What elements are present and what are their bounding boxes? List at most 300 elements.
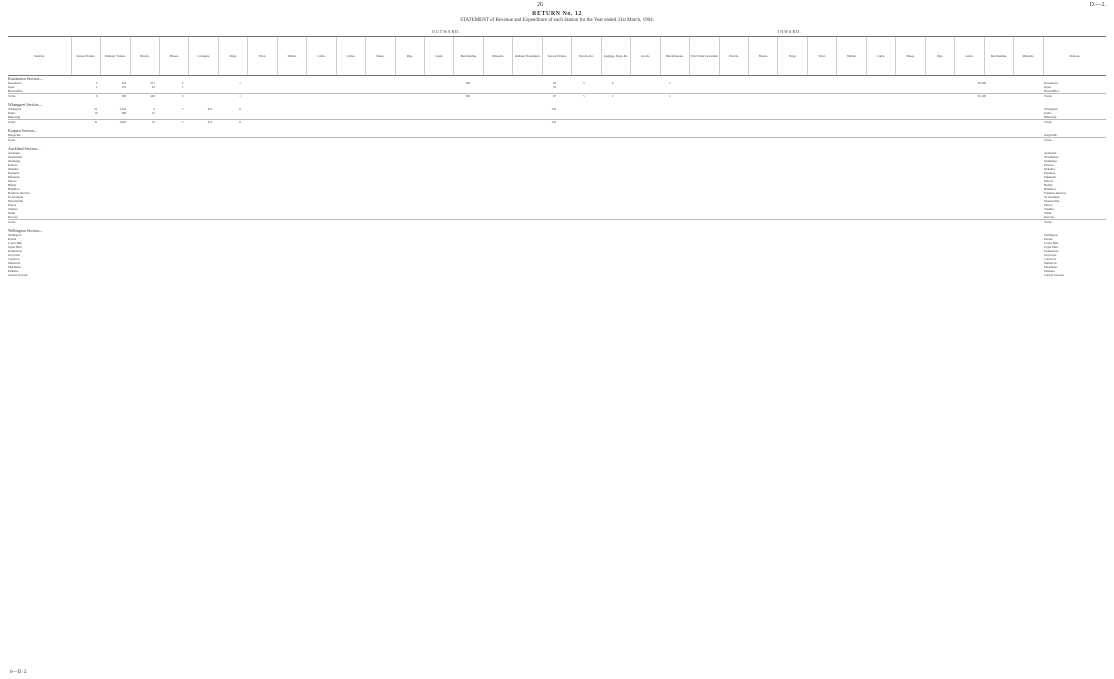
table-cell: Onehunga. xyxy=(1044,159,1058,163)
column-header: Parcels. xyxy=(131,37,160,75)
table-cell xyxy=(184,138,213,143)
station-name: Totals xyxy=(8,220,16,224)
column-header: Pigs. xyxy=(396,37,425,75)
table-cell: Carterton. xyxy=(1044,257,1057,261)
column-header: Sheep. xyxy=(366,37,395,75)
column-header: Stations. xyxy=(1069,54,1081,58)
table-cell: Head Office. xyxy=(1044,89,1060,93)
table-cell xyxy=(299,220,328,225)
table-cell xyxy=(786,120,815,125)
table-cell xyxy=(471,133,500,137)
table-cell xyxy=(557,220,586,225)
table-cell: Huntly. xyxy=(1044,183,1054,187)
table-cell xyxy=(729,115,758,119)
column-headers xyxy=(8,36,1106,76)
table-cell xyxy=(184,215,213,219)
table-cell xyxy=(586,89,615,93)
column-header: Minerals. xyxy=(1014,37,1043,75)
table-cell xyxy=(270,133,299,137)
table-cell xyxy=(270,215,299,219)
table-cell xyxy=(70,273,99,277)
table-row xyxy=(8,273,1106,277)
table-cell xyxy=(356,220,385,225)
table-cell xyxy=(242,273,271,277)
table-cell: Waihi. xyxy=(1044,211,1052,215)
table-cell xyxy=(987,120,1016,125)
table-cell xyxy=(786,215,815,219)
table-cell xyxy=(356,138,385,143)
table-cell xyxy=(758,89,787,93)
table-cell: Featherston. xyxy=(1044,249,1059,253)
table-cell xyxy=(586,133,615,137)
station-name: Kamo xyxy=(8,111,16,115)
table-cell xyxy=(844,133,873,137)
table-cell xyxy=(471,120,500,125)
table-cell: 412 xyxy=(207,120,213,124)
table-cell xyxy=(786,138,815,143)
table-cell xyxy=(557,89,586,93)
table-cell: 5 xyxy=(583,94,585,98)
table-cell xyxy=(844,89,873,93)
table-cell xyxy=(242,138,271,143)
station-name: Featherston xyxy=(8,249,22,253)
table-cell xyxy=(758,133,787,137)
column-header: Carriages. xyxy=(189,37,218,75)
table-cell xyxy=(99,89,128,93)
station-name: Paeroa xyxy=(8,203,17,207)
table-cell xyxy=(70,89,99,93)
table-cell xyxy=(614,94,643,99)
table-row xyxy=(8,119,1106,125)
table-cell xyxy=(786,115,815,119)
table-cell xyxy=(156,220,185,225)
table-cell xyxy=(987,89,1016,93)
station-name: Newmarket xyxy=(8,155,22,159)
section-group xyxy=(8,128,1106,143)
table-cell xyxy=(500,133,529,137)
table-cell xyxy=(987,215,1016,219)
table-cell xyxy=(815,89,844,93)
table-cell xyxy=(672,220,701,225)
table-cell xyxy=(643,115,672,119)
table-cell xyxy=(70,215,99,219)
table-cell xyxy=(442,273,471,277)
column-header: Cattle. xyxy=(867,37,896,75)
table-cell: Wellington. xyxy=(1044,233,1059,237)
table-cell: Dargaville. xyxy=(1044,133,1058,137)
table-cell xyxy=(930,115,959,119)
table-cell: Penrose. xyxy=(1044,163,1055,167)
table-cell xyxy=(672,94,701,99)
table-cell xyxy=(958,133,987,137)
table-cell xyxy=(729,138,758,143)
table-cell xyxy=(528,89,557,93)
table-cell xyxy=(184,133,213,137)
table-cell xyxy=(442,120,471,125)
station-name: Whangarei xyxy=(8,107,22,111)
table-cell xyxy=(758,120,787,125)
table-cell xyxy=(70,220,99,225)
station-name: Pukekohe xyxy=(8,175,20,179)
column-header: Grain. xyxy=(425,37,454,75)
table-cell xyxy=(930,94,959,99)
table-cell: Greytown. xyxy=(1044,253,1057,257)
section-group xyxy=(8,76,1106,99)
table-cell xyxy=(328,94,357,99)
table-cell xyxy=(987,94,1016,99)
table-cell xyxy=(471,273,500,277)
table-cell xyxy=(184,89,213,93)
table-cell: Totals. xyxy=(1044,220,1053,224)
table-cell: 584 xyxy=(465,94,471,98)
station-name: Frankton Junction xyxy=(8,191,30,195)
table-cell xyxy=(99,220,128,225)
table-cell xyxy=(528,220,557,225)
table-cell xyxy=(99,138,128,143)
column-header: Cattle. xyxy=(307,37,336,75)
table-cell: Masterton. xyxy=(1044,261,1058,265)
table-cell: Paeroa. xyxy=(1044,203,1054,207)
table-cell xyxy=(127,220,156,225)
station-name: Onehunga xyxy=(8,159,21,163)
table-cell xyxy=(844,220,873,225)
table-cell xyxy=(528,138,557,143)
station-name: Totals xyxy=(8,120,16,124)
table-cell xyxy=(958,89,987,93)
station-name: Totals xyxy=(8,138,16,142)
table-cell xyxy=(127,138,156,143)
table-cell xyxy=(356,133,385,137)
table-cell xyxy=(500,215,529,219)
table-cell xyxy=(557,120,586,125)
table-cell: Thames. xyxy=(1044,207,1055,211)
table-cell xyxy=(729,133,758,137)
station-name: Head Office xyxy=(8,89,23,93)
table-cell xyxy=(901,273,930,277)
table-cell xyxy=(557,273,586,277)
table-cell xyxy=(758,273,787,277)
table-cell xyxy=(815,138,844,143)
column-header: Horses. xyxy=(749,37,778,75)
column-header: Timber. xyxy=(837,37,866,75)
table-cell xyxy=(414,138,443,143)
statement-title: STATEMENT of Revenue and Expenditure of each Station for the Year ended 31st March, 1904. xyxy=(460,18,654,23)
footer-code: 6—D. 2. xyxy=(10,670,28,675)
return-title: RETURN No. 12 xyxy=(532,11,582,17)
table-cell xyxy=(156,133,185,137)
table-cell xyxy=(758,220,787,225)
column-header: Calves. xyxy=(337,37,366,75)
table-cell xyxy=(270,94,299,99)
table-cell: Newmarket. xyxy=(1044,155,1059,159)
table-cell xyxy=(930,220,959,225)
table-cell xyxy=(586,273,615,277)
table-cell xyxy=(872,133,901,137)
table-cell xyxy=(299,94,328,99)
table-cell xyxy=(328,133,357,137)
column-header: Dogs. xyxy=(778,37,807,75)
column-header: Pigs. xyxy=(926,37,955,75)
table-cell: 155 xyxy=(121,85,127,89)
table-cell xyxy=(614,215,643,219)
station-name: Carterton xyxy=(8,257,20,261)
table-cell xyxy=(700,89,729,93)
section-title: Auckland Section— xyxy=(8,146,41,151)
column-header: Horses. xyxy=(160,37,189,75)
station-name: Pahiatua xyxy=(8,269,19,273)
page-number: 26 xyxy=(537,2,543,8)
table-cell xyxy=(930,89,959,93)
table-cell xyxy=(242,120,271,125)
table-cell xyxy=(987,220,1016,225)
station-name: Lower Hutt xyxy=(8,241,22,245)
table-row xyxy=(8,215,1106,219)
table-cell: Otahuhu. xyxy=(1044,167,1056,171)
table-cell: 1,902 xyxy=(119,120,127,124)
revenue-table xyxy=(8,76,1106,280)
table-cell xyxy=(557,133,586,137)
table-cell xyxy=(242,94,271,99)
table-cell: 584 xyxy=(465,81,471,85)
table-cell xyxy=(700,138,729,143)
table-cell xyxy=(414,115,443,119)
table-cell xyxy=(930,273,959,277)
table-cell: 143 xyxy=(551,107,556,111)
table-cell xyxy=(958,120,987,125)
table-cell xyxy=(270,273,299,277)
table-cell xyxy=(299,215,328,219)
table-cell: Eketahuna. xyxy=(1044,265,1058,269)
table-cell: Hikurangi. xyxy=(1044,115,1058,119)
table-cell xyxy=(643,273,672,277)
table-cell xyxy=(356,89,385,93)
table-cell xyxy=(70,115,99,119)
column-header: Parcels. xyxy=(720,37,749,75)
table-cell xyxy=(614,89,643,93)
station-name: Otahuhu xyxy=(8,167,19,171)
table-cell xyxy=(270,120,299,125)
station-name: Huntly xyxy=(8,183,17,187)
table-cell: 7 xyxy=(181,120,184,124)
table-cell xyxy=(442,215,471,219)
column-header: Wool. xyxy=(808,37,837,75)
table-cell xyxy=(1016,215,1045,219)
table-cell xyxy=(643,138,672,143)
table-cell xyxy=(729,273,758,277)
table-cell xyxy=(270,220,299,225)
table-cell: Morrinsville. xyxy=(1044,199,1060,203)
table-cell xyxy=(500,115,529,119)
table-cell xyxy=(672,133,701,137)
table-cell xyxy=(586,215,615,219)
station-name: Petone xyxy=(8,237,17,241)
table-cell xyxy=(442,89,471,93)
inward-label: INWARD. xyxy=(778,29,802,34)
station-name: Te Awamutu xyxy=(8,195,24,199)
outward-label: OUTWARD. xyxy=(432,29,461,34)
table-cell xyxy=(672,138,701,143)
section-title: Kawakawa Section— xyxy=(8,76,43,81)
table-cell xyxy=(901,215,930,219)
table-cell xyxy=(442,133,471,137)
table-cell xyxy=(328,220,357,225)
table-cell xyxy=(471,220,500,225)
table-cell xyxy=(786,133,815,137)
table-row xyxy=(8,89,1106,93)
table-cell xyxy=(901,220,930,225)
table-cell xyxy=(815,220,844,225)
table-cell: 44 xyxy=(553,81,556,85)
table-cell xyxy=(872,115,901,119)
table-cell: 580 xyxy=(121,111,127,115)
table-cell: 5 xyxy=(583,81,585,85)
table-cell xyxy=(987,138,1016,143)
table-cell xyxy=(471,89,500,93)
table-cell xyxy=(385,138,414,143)
table-row xyxy=(8,219,1106,225)
column-header: Season Tickets. xyxy=(72,37,101,75)
table-cell xyxy=(356,120,385,125)
table-cell xyxy=(1016,138,1045,143)
table-cell xyxy=(70,133,99,137)
table-cell xyxy=(586,220,615,225)
table-cell xyxy=(1016,89,1045,93)
table-cell xyxy=(127,115,156,119)
table-cell: 2 xyxy=(611,81,614,85)
table-cell xyxy=(328,120,357,125)
table-cell xyxy=(672,273,701,277)
table-cell: 91 xyxy=(151,85,155,89)
table-cell: Kawakawa. xyxy=(1044,81,1059,85)
station-name: Masterton xyxy=(8,261,21,265)
table-cell xyxy=(299,133,328,137)
table-cell xyxy=(299,89,328,93)
table-cell xyxy=(299,120,328,125)
table-cell xyxy=(872,89,901,93)
table-cell: Pahiatua. xyxy=(1044,269,1056,273)
table-cell xyxy=(1016,115,1045,119)
table-cell xyxy=(643,133,672,137)
table-cell xyxy=(156,138,185,143)
table-cell xyxy=(385,273,414,277)
table-cell xyxy=(958,115,987,119)
table-cell xyxy=(614,138,643,143)
title-block xyxy=(0,11,1114,23)
table-cell xyxy=(1016,273,1045,277)
table-cell xyxy=(700,215,729,219)
table-cell: 1 xyxy=(181,85,184,89)
station-name: Hikurangi xyxy=(8,115,21,119)
column-header: Ordinary Tickets. xyxy=(101,37,130,75)
table-cell: 15 xyxy=(151,111,155,115)
table-cell xyxy=(557,215,586,219)
table-cell: Rotorua. xyxy=(1044,215,1055,219)
table-cell xyxy=(958,138,987,143)
table-cell xyxy=(242,89,271,93)
table-cell xyxy=(528,273,557,277)
table-cell xyxy=(385,220,414,225)
table-cell xyxy=(471,138,500,143)
table-cell xyxy=(356,273,385,277)
table-cell xyxy=(385,120,414,125)
table-cell xyxy=(614,120,643,125)
table-cell: Frankton Junction. xyxy=(1044,191,1067,195)
table-cell xyxy=(385,115,414,119)
table-cell xyxy=(156,89,185,93)
table-cell: 1 xyxy=(239,81,241,85)
table-cell xyxy=(127,89,156,93)
column-header: Stations. xyxy=(8,37,72,75)
table-cell: 412 xyxy=(207,107,213,111)
table-row xyxy=(8,133,1106,137)
station-name: Wellington xyxy=(8,233,22,237)
station-name: Mercer xyxy=(8,179,17,183)
table-cell xyxy=(500,138,529,143)
table-cell xyxy=(1016,133,1045,137)
table-cell xyxy=(242,133,271,137)
table-cell xyxy=(815,133,844,137)
station-name: Penrose xyxy=(8,163,18,167)
table-cell xyxy=(414,273,443,277)
table-cell: 97 xyxy=(553,94,556,98)
station-name: Dargaville xyxy=(8,133,21,137)
table-cell: 21 xyxy=(94,107,98,111)
table-cell xyxy=(872,94,901,99)
column-header: Luggage, Dogs, &c. xyxy=(602,37,631,75)
table-cell xyxy=(758,138,787,143)
station-name: Papakura xyxy=(8,171,20,175)
table-cell xyxy=(356,94,385,99)
table-cell xyxy=(99,115,128,119)
table-cell xyxy=(987,115,1016,119)
table-cell: Auckland. xyxy=(1044,151,1057,155)
table-cell xyxy=(643,215,672,219)
table-cell xyxy=(844,94,873,99)
table-cell xyxy=(528,133,557,137)
table-cell xyxy=(270,89,299,93)
table-cell xyxy=(786,89,815,93)
table-cell xyxy=(299,273,328,277)
column-header: Merchandise. xyxy=(985,37,1014,75)
station-name: Morrinsville xyxy=(8,199,23,203)
table-cell xyxy=(930,138,959,143)
table-cell: 19 xyxy=(151,120,155,124)
table-cell xyxy=(901,120,930,125)
table-cell xyxy=(414,94,443,99)
table-cell xyxy=(385,89,414,93)
table-cell xyxy=(729,94,758,99)
table-cell xyxy=(328,273,357,277)
table-cell xyxy=(844,215,873,219)
column-header: Merchandise. xyxy=(454,37,483,75)
table-cell: Kamo. xyxy=(1044,111,1053,115)
table-cell xyxy=(672,215,701,219)
table-cell xyxy=(872,120,901,125)
table-cell xyxy=(213,133,242,137)
table-cell xyxy=(672,120,701,125)
table-cell xyxy=(987,133,1016,137)
table-cell xyxy=(385,133,414,137)
table-cell xyxy=(729,120,758,125)
table-cell xyxy=(156,273,185,277)
table-cell: 8 xyxy=(239,120,241,124)
station-name: Totals xyxy=(8,94,16,98)
table-cell xyxy=(528,215,557,219)
table-cell: 3 xyxy=(181,94,184,98)
table-cell xyxy=(758,115,787,119)
table-cell xyxy=(299,115,328,119)
table-cell xyxy=(414,89,443,93)
